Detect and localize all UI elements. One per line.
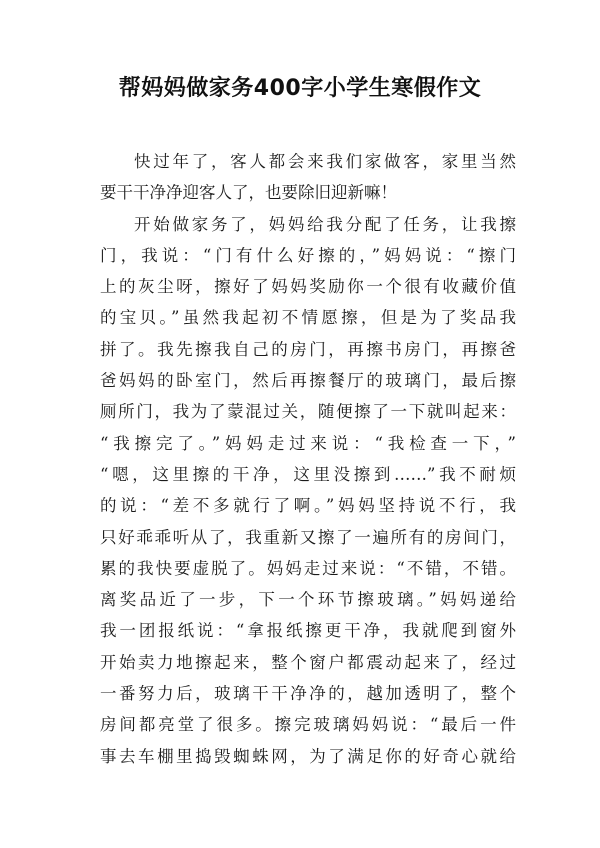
text-line: 房间都亮堂了很多。擦完玻璃妈妈说：“最后一件 [100,715,516,735]
text-line: 的宝贝。”虽然我起初不情愿擦，但是为了奖品我 [100,308,516,328]
text-line: 只好乖乖听从了，我重新又擦了一遍所有的房间门， [100,527,516,547]
text-line: 快过年了，客人都会来我们家做客，家里当然 [134,152,516,171]
text-line: 离奖品近了一步，下一个环节擦玻璃。”妈妈递给 [100,590,516,610]
text-line: 上的灰尘呀，擦好了妈妈奖励你一个很有收藏价值 [100,277,516,297]
text-line: 一番努力后，玻璃干干净净的，越加透明了，整个 [100,684,516,704]
text-line: 门，我说：“门有什么好擦的，”妈妈说：“擦门 [100,245,516,265]
text-line: 厕所门，我为了蒙混过关，随便擦了一下就叫起来： [100,402,516,422]
essay-body [100,146,516,772]
text-line: “我擦完了。”妈妈走过来说：“我检查一下，” [100,433,516,453]
text-line: 要干干净净迎客人了，也要除旧迎新嘛！ [100,183,397,203]
text-line: 拼了。我先擦我自己的房门，再擦书房门，再擦爸 [100,339,516,359]
text-line: 事去车棚里捣毁蜘蛛网，为了满足你的好奇心就给 [100,746,516,766]
text-line: 的说：“差不多就行了啊。”妈妈坚持说不行，我 [100,496,516,516]
text-line: 开始卖力地擦起来，整个窗户都震动起来了，经过 [100,652,516,672]
text-line: 爸妈妈的卧室门，然后再擦餐厅的玻璃门，最后擦 [100,371,516,391]
text-line: “嗯，这里擦的干净，这里没擦到……”我不耐烦 [100,464,516,484]
text-line: 开始做家务了，妈妈给我分配了任务，让我擦 [134,214,516,234]
document-title: 帮妈妈做家务400字小学生寒假作文 [118,76,482,101]
text-line: 我一团报纸说：“拿报纸擦更干净，我就爬到窗外 [100,621,516,641]
text-line: 累的我快要虚脱了。妈妈走过来说：“不错，不错。 [100,558,516,578]
